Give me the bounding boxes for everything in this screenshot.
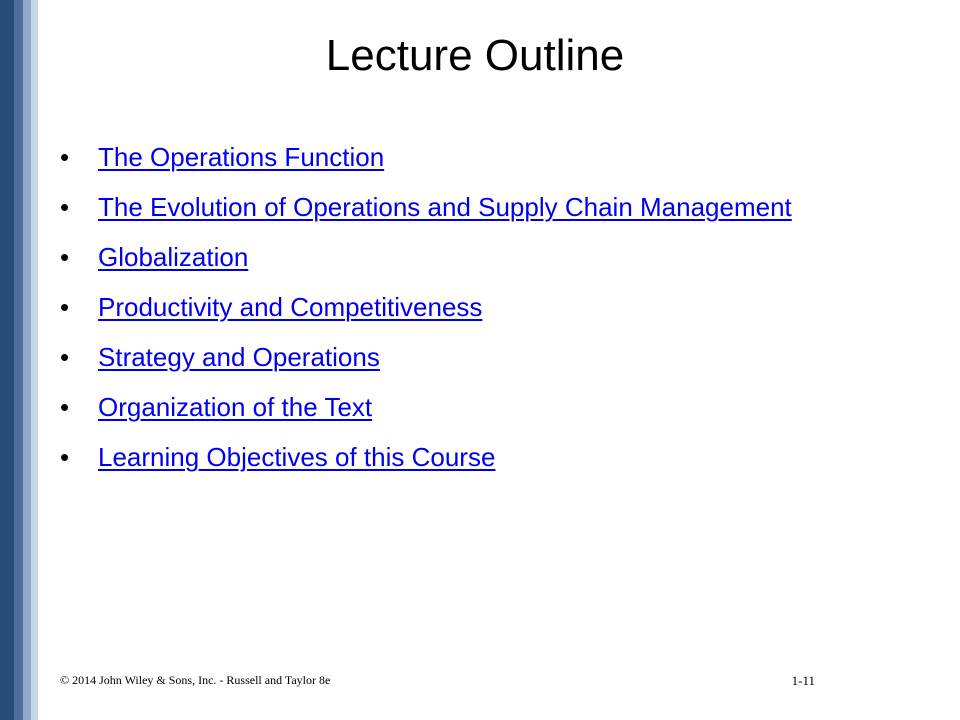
outline-item-evolution	[60, 190, 840, 224]
outline-item-organization	[60, 390, 840, 424]
bullet-icon: •	[60, 392, 70, 422]
link-productivity-competitiveness[interactable]: Productivity and Competitiveness	[98, 292, 483, 322]
decorative-stripe-dark	[0, 0, 14, 720]
bullet-icon: •	[60, 342, 70, 372]
link-organization-of-text[interactable]: Organization of the Text	[98, 392, 373, 422]
link-strategy-operations[interactable]: Strategy and Operations	[98, 342, 380, 372]
bullet-icon: •	[60, 292, 70, 322]
slide-title: Lecture Outline	[325, 31, 625, 80]
outline-item-learning-objectives	[60, 440, 840, 474]
bullet-icon: •	[60, 192, 70, 222]
footer-copyright: © 2014 John Wiley & Sons, Inc. - Russell and Taylor 8e	[60, 673, 331, 687]
decorative-stripe-light	[23, 0, 31, 720]
bullet-icon: •	[60, 142, 70, 172]
link-globalization[interactable]: Globalization	[98, 242, 249, 272]
outline-item-productivity	[60, 290, 840, 324]
outline-item-operations-function	[60, 140, 840, 174]
bullet-icon: •	[60, 242, 70, 272]
decorative-stripe-mid	[14, 0, 23, 720]
bullet-icon: •	[60, 442, 70, 472]
page-number: 1-11	[791, 673, 815, 688]
link-learning-objectives[interactable]: Learning Objectives of this Course	[98, 442, 496, 472]
link-evolution-operations-supply-chain[interactable]: The Evolution of Operations and Supply Chain Management	[98, 192, 792, 222]
outline-item-strategy	[60, 340, 840, 374]
outline-list	[60, 140, 840, 490]
link-operations-function[interactable]: The Operations Function	[98, 142, 385, 172]
decorative-stripe-pale	[31, 0, 38, 720]
outline-item-globalization	[60, 240, 840, 274]
